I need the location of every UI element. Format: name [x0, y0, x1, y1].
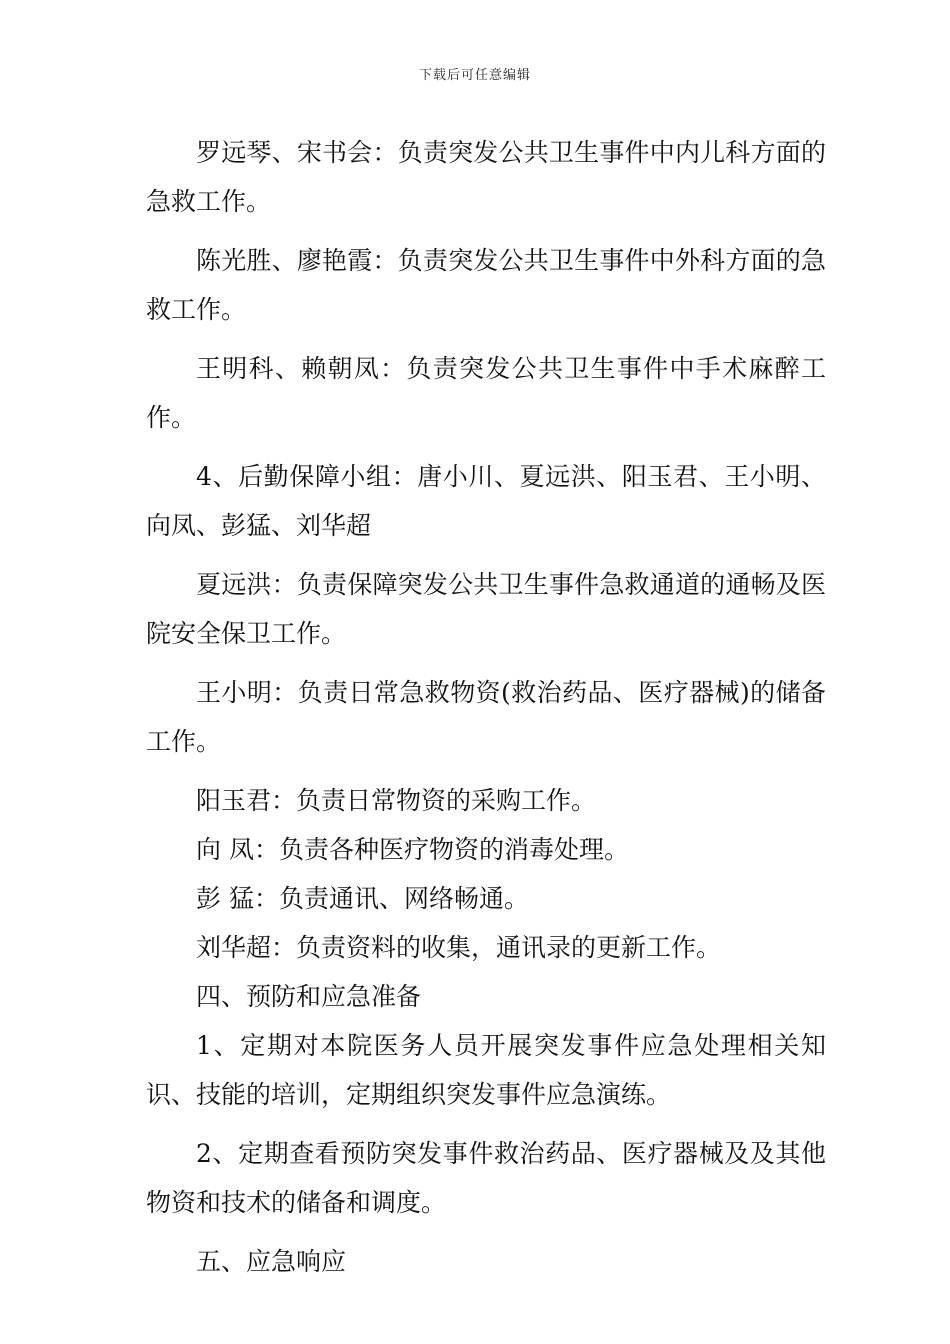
- paragraph-logistics-team: 4、后勤保障小组：唐小川、夏远洪、阳玉君、王小明、向凤、彭猛、刘华超: [146, 462, 826, 540]
- paragraph-reserve-duty: 王小明：负责日常急救物资(救治药品、医疗器械)的储备工作。: [146, 678, 826, 756]
- page-header: 下载后可任意编辑: [418, 68, 531, 83]
- paragraph-training: 1、定期对本院医务人员开展突发事件应急处理相关知识、技能的培训，定期组织突发事件应急演练。: [146, 1031, 826, 1109]
- paragraph-surgery-duty: 陈光胜、廖艳霞：负责突发公共卫生事件中外科方面的急救工作。: [146, 246, 826, 324]
- paragraph-anesthesia-duty: 王明科、赖朝凤：负责突发公共卫生事件中手术麻醉工作。: [146, 354, 826, 432]
- paragraph-stock-check: 2、定期查看预防突发事件救治药品、医疗器械及及其他物资和技术的储备和调度。: [146, 1139, 826, 1217]
- paragraph-internal-medicine-duty: 罗远琴、宋书会：负责突发公共卫生事件中内儿科方面的急救工作。: [146, 138, 826, 216]
- paragraph-communication-duty: 彭 猛：负责通讯、网络畅通。: [196, 884, 529, 913]
- paragraph-security-duty: 夏远洪：负责保障突发公共卫生事件急救通道的通畅及医院安全保卫工作。: [146, 570, 826, 648]
- paragraph-records-duty: 刘华超：负责资料的收集，通讯录的更新工作。: [196, 933, 722, 962]
- section-heading-prevention: 四、预防和应急准备: [196, 982, 422, 1011]
- paragraph-procurement-duty: 阳玉君：负责日常物资的采购工作。: [196, 786, 597, 815]
- paragraph-disinfection-duty: 向 凤：负责各种医疗物资的消毒处理。: [196, 835, 629, 864]
- section-heading-emergency-response: 五、应急响应: [196, 1247, 347, 1276]
- document-body: [146, 128, 826, 1286]
